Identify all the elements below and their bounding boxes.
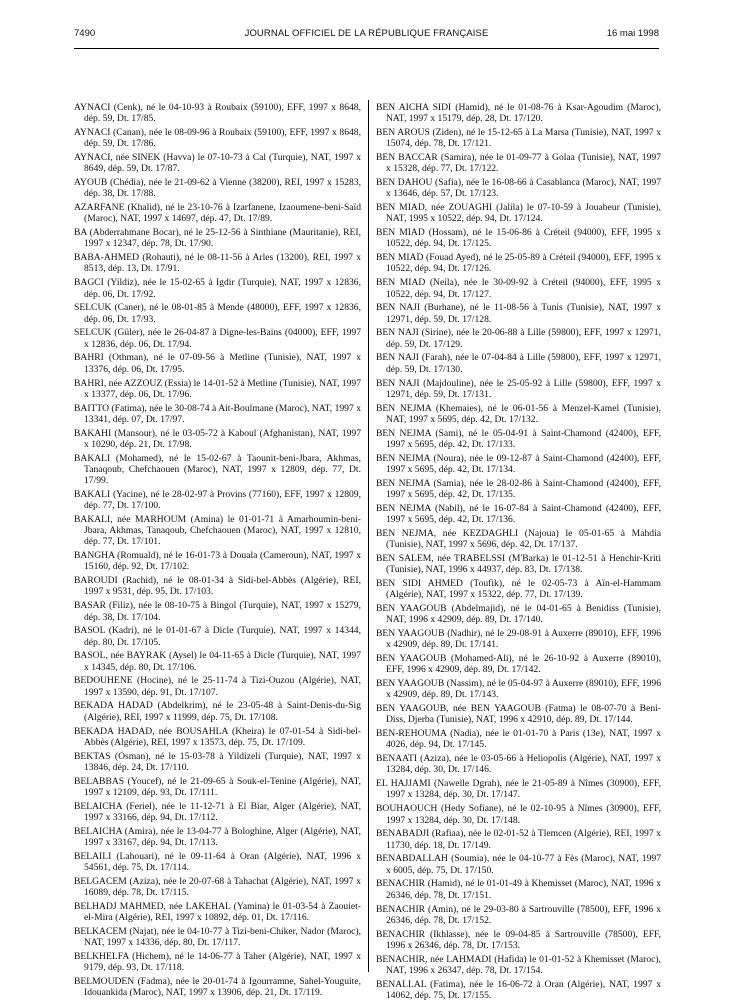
registry-entry: BEN YAAGOUB, née BEN YAAGOUB (Fatma) le 08-07-70 à Beni-Diss, Djerba (Tunisie), NAT, 1996 x 42910, dép. 89, Dt. 17/144. (376, 703, 661, 726)
registry-entry: BOUHAOUCH (Hedy Sofiane), né le 02-10-95 à Nîmes (30900), EFF, 1997 x 13284, dép. 30, Dt. 17/148. (376, 803, 661, 826)
registry-entry: BENABDALLAH (Soumia), née le 04-10-77 à Fès (Maroc), NAT, 1997 x 6005, dép. 75, Dt. 17/150. (376, 853, 661, 876)
registry-entry: BELAILI (Lahouari), né le 09-11-64 à Oran (Algérie), NAT, 1996 x 54561, dép. 75, Dt. 17/114. (74, 850, 361, 873)
registry-entry: AYNACI (Canan), née le 08-09-96 à Roubaix (59100), EFF, 1997 x 8648, dép. 59, Dt. 17/86. (74, 127, 361, 150)
registry-entry: BAHRI, née AZZOUZ (Essia) le 14-01-52 à Metline (Tunisie), NAT, 1997 x 13377, dép. 06, Dt. 17/96. (74, 377, 361, 400)
registry-entry: BASAR (Filiz), née le 08-10-75 à Bingol (Turquie), NAT, 1997 x 15279, dép. 38, Dt. 17/104. (74, 600, 361, 623)
registry-entry: BENACHIR, née LAHMADI (Hafida) le 01-01-52 à Khemisset (Maroc), NAT, 1996 x 26347, dép. 78, Dt. 17/154. (376, 953, 661, 976)
registry-entry: BELKACEM (Najat), née le 04-10-77 à Tizi-beni-Chiker, Nador (Maroc), NAT, 1997 x 14336, dép. 80, Dt. 17/117. (74, 925, 361, 949)
registry-entry: BEN MIAD (Fouad Ayed), né le 25-05-89 à Créteil (94000), EFF, 1995 x 10522, dép. 94, Dt. 17/126. (376, 252, 661, 275)
registry-entry: BEDOUHENE (Hocine), né le 25-11-74 à Tizi-Ouzou (Algérie), NAT, 1997 x 13590, dép. 91, Dt. 17/107. (74, 675, 361, 698)
registry-entry: BEN NEJMA (Nabil), né le 16-07-84 à Saint-Chamond (42400), EFF, 1997 x 5695, dép. 42, Dt. 17/136. (376, 502, 661, 525)
registry-entry: AYNACI, née SINEK (Havva) le 07-10-73 à Cal (Turquie), NAT, 1997 x 8649, dép. 59, Dt. 17/87. (74, 152, 361, 175)
right-column (376, 102, 661, 1004)
registry-entry: BEN NAJI (Burhane), né le 11-08-56 à Tunis (Tunisie), NAT, 1997 x 12971, dép. 59, Dt. 17/128. (376, 302, 661, 325)
registry-entry: BEKTAS (Osman), né le 15-03-78 à Yildizeli (Turquie), NAT, 1997 x 13846, dép. 24, Dt. 17/110. (74, 750, 361, 773)
registry-entry: AYOUB (Chédia), née le 21-09-62 à Vienne (38200), REI, 1997 x 15283, dép. 38, Dt. 17/88. (74, 177, 361, 200)
registry-entry: BEN AROUS (Ziden), né le 15-12-65 à La Marsa (Tunisie), NAT, 1997 x 15074, dép. 78, Dt. 17/121. (376, 127, 661, 150)
registry-entry: BEN AICHA SIDI (Hamid), né le 01-08-76 à Ksar-Agoudim (Maroc), NAT, 1997 x 15179, dép. 28, Dt. 17/120. (376, 102, 661, 125)
registry-entry: BENALLAL (Fatima), née le 16-06-72 à Oran (Algérie), NAT, 1997 x 14062, dép. 75, Dt. 17/155. (376, 978, 661, 1001)
registry-entry: BEN NEJMA, née KEZDAGHLI (Najoua) le 05-01-65 à Mahdia (Tunisie), NAT, 1997 x 5696, dép. 42, Dt. 17/137. (376, 527, 661, 550)
page-header (74, 28, 659, 42)
registry-entry: BEN YAAGOUB (Mohamed-Ali), né le 26-10-92 à Auxerre (89010), EFF, 1996 x 42909, dép. 89, Dt. 17/142. (376, 653, 661, 676)
registry-entry: BAKAHI (Mansour), né le 03-05-72 à Kaboul (Afghanistan), NAT, 1997 x 10290, dép. 21, Dt. 17/98. (74, 427, 361, 450)
registry-entry: BELHADJ MAHMED, née LAKEHAL (Yamina) le 01-03-54 à Zaouiet-el-Mira (Algérie), REI, 1997 x 10892, dép. 01, Dt. 17/116. (74, 900, 361, 924)
registry-entry: BEN NAJI (Majdouline), née le 25-05-92 à Lille (59800), EFF, 1997 x 12971, dép. 59, Dt. 17/131. (376, 377, 661, 400)
registry-entry: BEN YAAGOUB (Nassim), né le 05-04-97 à Auxerre (89010), EFF, 1996 x 42909, dép. 89, Dt. 17/143. (376, 678, 661, 701)
registry-entry: BASOL (Kadri), né le 01-01-67 à Dicle (Turquie), NAT, 1997 x 14344, dép. 80, Dt. 17/105. (74, 625, 361, 648)
registry-entry: BANGHA (Romuald), né le 16-01-73 à Douala (Cameroun), NAT, 1997 x 15160, dép. 92, Dt. 17/102. (74, 550, 361, 573)
registry-entry: BASOL, née BAYRAK (Aysel) le 04-11-65 à Dicle (Turquie), NAT, 1997 x 14345, dép. 80, Dt. 17/106. (74, 650, 361, 673)
page-number: 7490 (74, 28, 96, 39)
registry-entry: AZARFANE (Khalid), né le 23-10-76 à Izarfanene, Izaoumene-beni-Saïd (Maroc), NAT, 1997 x 14697, dép. 47, Dt. 17/89. (74, 202, 361, 225)
registry-entry: BEN YAAGOUB (Nadhir), né le 29-08-91 à Auxerre (89010), EFF, 1996 x 42909, dép. 89, Dt. 17/141. (376, 627, 661, 651)
registry-entry: BEN MIAD, née ZOUAGHI (Jalila) le 07-10-59 à Jouabeur (Tunisie), NAT, 1995 x 10522, dép. 94, Dt. 17/124. (376, 202, 661, 225)
registry-entry: BEN NEJMA (Samia), née le 28-02-86 à Saint-Chamond (42400), EFF, 1997 x 5695, dép. 42, Dt. 17/135. (376, 477, 661, 500)
registry-entry: AYNACI (Cenk), né le 04-10-93 à Roubaix (59100), EFF, 1997 x 8648, dép. 59, Dt. 17/85. (74, 102, 361, 125)
registry-entry: BEN SALEM, née TRABELSSI (M'Barka) le 01-12-51 à Henchir-Kriti (Tunisie), NAT, 1996 x 44937, dép. 83, Dt. 17/138. (376, 552, 661, 576)
registry-entry: BEN NAJI (Farah), née le 07-04-84 à Lille (59800), EFF, 1997 x 12971, dép. 59, Dt. 17/130. (376, 352, 661, 375)
registry-entry: BELABBAS (Youcef), né le 21-09-65 à Souk-el-Tenine (Algérie), NAT, 1997 x 12109, dép. 93, Dt. 17/111. (74, 775, 361, 798)
registry-entry: BA (Abderrahmane Bocar), né le 25-12-56 à Sinthiane (Mauritanie), REI, 1997 x 12347, dép. 78, Dt. 17/90. (74, 227, 361, 250)
header-rule (74, 48, 659, 49)
column-divider (368, 100, 369, 972)
registry-entry: BAGCI (Yildiz), née le 15-02-65 à Igdir (Turquie), NAT, 1997 x 12836, dép. 06, Dt. 17/92. (74, 277, 361, 300)
registry-entry: BENACHIR (Ikhlasse), née le 09-04-85 à Sartrouville (78500), EFF, 1996 x 26346, dép. 78, Dt. 17/153. (376, 928, 661, 951)
registry-entry: SELCUK (Caner), né le 08-01-85 à Mende (48000), EFF, 1997 x 12836, dép. 06, Dt. 17/93. (74, 302, 361, 325)
registry-entry: BEN DAHOU (Safia), née le 16-08-66 à Casablanca (Maroc), NAT, 1997 x 13646, dép. 57, Dt. 17/123. (376, 177, 661, 200)
registry-entry: BENABADJI (Rafiaa), née le 02-01-52 à Tlemcen (Algérie), REI, 1997 x 11730, dép. 18, Dt. 17/149. (376, 828, 661, 851)
registry-entry: BEN NAJI (Sirine), née le 20-06-88 à Lille (59800), EFF, 1997 x 12971, dép. 59, Dt. 17/129. (376, 327, 661, 350)
journal-title: JOURNAL OFFICIEL DE LA RÉPUBLIQUE FRANÇAISE (244, 28, 489, 39)
registry-entry: BAKALI (Yacine), né le 28-02-97 à Provins (77160), EFF, 1997 x 12809, dép. 77, Dt. 17/100. (74, 488, 361, 512)
registry-entry: BAHRI (Othman), né le 07-09-56 à Metline (Tunisie), NAT, 1997 x 13376, dép. 06, Dt. 17/95. (74, 352, 361, 375)
registry-entry: BEN MIAD (Neila), née le 30-09-92 à Créteil (94000), EFF, 1995 x 10522, dép. 94, Dt. 17/127. (376, 277, 661, 300)
left-column (74, 102, 361, 1001)
registry-entry: BABA-AHMED (Rohauti), né le 08-11-56 à Arles (13200), REI, 1997 x 8513, dép. 13, Dt. 17/91. (74, 252, 361, 275)
registry-entry: BELGACEM (Aziza), née le 20-07-68 à Tahachat (Algérie), NAT, 1997 x 16089, dép. 78, Dt. 17/115. (74, 875, 361, 899)
registry-entry: BENAATI (Aziza), née le 03-05-66 à Heliopolis (Algérie), NAT, 1997 x 13284, dép. 30, Dt. 17/146. (376, 753, 661, 776)
registry-entry: BEN NEJMA (Khemaies), né le 06-01-56 à Menzel-Kamel (Tunisie), NAT, 1997 x 5695, dép. 42, Dt. 17/132. (376, 402, 661, 425)
registry-entry: BENACHIR (Hamid), né le 01-01-49 à Khemisset (Maroc), NAT, 1996 x 26346, dép. 78, Dt. 17/151. (376, 878, 661, 901)
registry-entry: BELAICHA (Amira), née le 13-04-77 à Bologhine, Alger (Algérie), NAT, 1997 x 33167, dép. 94, Dt. 17/113. (74, 825, 361, 848)
registry-entry: BELAICHA (Feriel), née le 11-12-71 à El Biar, Alger (Algérie), NAT, 1997 x 33166, dép. 94, Dt. 17/112. (74, 800, 361, 823)
registry-entry: SELCUK (Güler), née le 26-04-87 à Digne-les-Bains (04000), EFF, 1997 x 12836, dép. 06, Dt. 17/94. (74, 327, 361, 350)
registry-entry: BEN NEJMA (Sami), né le 05-04-91 à Saint-Chamond (42400), EFF, 1997 x 5695, dép. 42, Dt. 17/133. (376, 427, 661, 450)
registry-entry: BAROUDI (Rachid), né le 08-01-34 à Sidi-bel-Abbès (Algérie), REI, 1997 x 9531, dép. 95, Dt. 17/103. (74, 575, 361, 598)
registry-entry: BAKALI, née MARHOUM (Amina) le 01-01-71 à Amarhoumin-beni-Jbara, Akhmas, Tanaqoub, Chefchaouen (Maroc), NAT, 1997 x 12810, dép. 77, Dt. 17/101. (74, 513, 361, 548)
registry-entry: BAKALI (Mohamed), né le 15-02-67 à Taounit-beni-Jbara, Akhmas, Tanaqoub, Chefchaouen (Maroc), NAT, 1997 x 12809, dép. 77, Dt. 17/99. (74, 452, 361, 487)
registry-entry: BEN BACCAR (Samira), née le 01-09-77 à Golaa (Tunisie), NAT, 1997 x 15328, dép. 77, Dt. 17/122. (376, 152, 661, 175)
registry-entry: BELKHELFA (Hichem), né le 14-06-77 à Taher (Algérie), NAT, 1997 x 9179, dép. 93, Dt. 17/118. (74, 950, 361, 974)
registry-entry: BEN NEJMA (Noura), née le 09-12-87 à Saint-Chamond (42400), EFF, 1997 x 5695, dép. 42, Dt. 17/134. (376, 452, 661, 475)
registry-entry: BEN-REHOUMA (Nadia), née le 01-01-70 à Paris (13e), NAT, 1997 x 4026, dép. 94, Dt. 17/145. (376, 728, 661, 751)
registry-entry: BENACHIR (Amin), né le 29-03-80 à Sartrouville (78500), EFF, 1996 x 26346, dép. 78, Dt. 17/152. (376, 903, 661, 926)
issue-date: 16 mai 1998 (606, 28, 659, 39)
registry-entry: BEKADA HADAD (Abdelkrim), né le 23-05-48 à Saint-Denis-du-Sig (Algérie), REI, 1997 x 11999, dép. 75, Dt. 17/108. (74, 700, 361, 723)
registry-entry: EL HAJJAMI (Nawelle Dgrah), née le 21-05-89 à Nîmes (30900), EFF, 1997 x 13284, dép. 30, Dt. 17/147. (376, 778, 661, 801)
registry-entry: BEN SIDI AHMED (Toufik), né le 02-05-73 à Aïn-el-Hammam (Algérie), NAT, 1997 x 15322, dép. 77, Dt. 17/139. (376, 577, 661, 601)
registry-entry: BEN MIAD (Hossam), né le 15-06-86 à Créteil (94000), EFF, 1995 x 10522, dép. 94, Dt. 17/125. (376, 227, 661, 250)
registry-entry: BELMOUDEN (Fadma), née le 20-01-74 à Igourramne, Sahel-Youguite, Idouankida (Maroc), NAT, 1997 x 13906, dép. 21, Dt. 17/119. (74, 976, 361, 999)
registry-entry: BEKADA HADAD, née BOUSAHLA (Kheira) le 07-01-54 à Sidi-bel-Abbès (Algérie), REI, 1997 x 13573, dép. 75, Dt. 17/109. (74, 725, 361, 748)
registry-entry: BEN YAAGOUB (Abdelmajid), né le 04-01-65 à Benidiss (Tunisie), NAT, 1996 x 42909, dép. 89, Dt. 17/140. (376, 602, 661, 626)
registry-entry: BAITTO (Fatima), née le 30-08-74 à Ait-Boulmane (Maroc), NAT, 1997 x 13341, dép. 07, Dt. 17/97. (74, 402, 361, 425)
